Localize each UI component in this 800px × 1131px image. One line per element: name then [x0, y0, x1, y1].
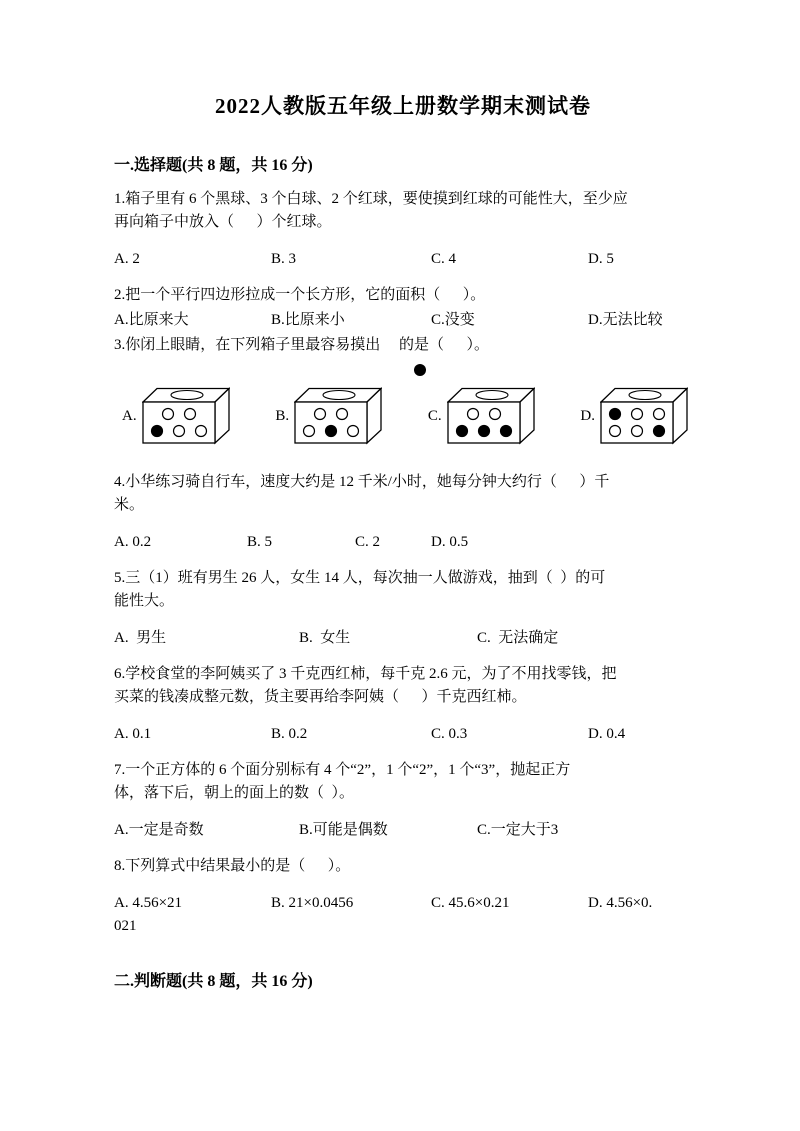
question-4	[114, 471, 692, 554]
question-1-option-b: B. 3	[271, 251, 297, 267]
question-7-line1: 7.一个正方体的 6 个面分别标有 4 个“2”，1 个“2”，1 个“3”，抛起正方	[114, 762, 571, 778]
section1-heading: 一.选择题(共 8 题，共 16 分)	[114, 157, 313, 174]
question-6	[114, 663, 692, 746]
question-1-line1: 1.箱子里有 6 个黑球、3 个白球、2 个红球，要使摸到红球的可能性大，至少应	[114, 191, 628, 207]
question-7-option-b: B.可能是偶数	[299, 822, 388, 838]
question-2	[114, 284, 692, 332]
question-6-line1: 6.学校食堂的李阿姨买了 3 千克西红柿，每千克 2.6 元，为了不用找零钱，把	[114, 666, 617, 682]
box-option-b	[275, 387, 382, 445]
question-2-line1: 2.把一个平行四边形拉成一个长方形，它的面积（ ）。	[114, 287, 486, 303]
question-6-option-c: C. 0.3	[431, 726, 468, 742]
question-4-option-c: C. 2	[355, 534, 381, 550]
question-1-option-c: C. 4	[431, 251, 457, 267]
question-8-option-c: C. 45.6×0.21	[431, 895, 510, 911]
question-7	[114, 759, 692, 842]
question-5-options	[114, 627, 692, 650]
question-6-option-a: A. 0.1	[114, 726, 152, 742]
question-2-option-d: D.无法比较	[588, 312, 663, 328]
question-8-option-b: B. 21×0.0456	[271, 895, 354, 911]
question-2-option-b: B.比原来小	[271, 312, 345, 328]
box-a-label: A.	[122, 407, 137, 424]
question-8-option-d-overflow: 021	[114, 918, 137, 934]
question-4-options	[114, 531, 692, 554]
question-1-line2: 再向箱子中放入（ ）个红球。	[114, 214, 332, 230]
question-5-option-c: C. 无法确定	[477, 630, 559, 646]
box-a-diagram	[142, 387, 230, 445]
box-option-a	[122, 387, 230, 445]
question-1-options	[114, 248, 692, 271]
question-4-line1: 4.小华练习骑自行车，速度大约是 12 千米/小时，她每分钟大约行（ ）千	[114, 474, 610, 490]
question-6-option-b: B. 0.2	[271, 726, 308, 742]
question-5-option-b: B. 女生	[299, 630, 351, 646]
box-d-diagram	[600, 387, 688, 445]
question-6-options	[114, 723, 692, 746]
question-3-line1: 3.你闭上眼睛，在下列箱子里最容易摸出 的是（ ）。	[114, 337, 490, 353]
question-1	[114, 188, 692, 271]
box-b-diagram	[294, 387, 382, 445]
question-7-options	[114, 819, 692, 842]
question-6-line2: 买菜的钱凑成整元数，货主要再给李阿姨（ ）千克西红柿。	[114, 689, 527, 705]
box-c-label: C.	[427, 407, 442, 424]
question-4-option-b: B. 5	[247, 534, 273, 550]
question-7-option-a: A.一定是奇数	[114, 822, 204, 838]
question-2-option-c: C.没变	[431, 312, 475, 328]
question-8-option-a: A. 4.56×21	[114, 895, 183, 911]
section2-heading: 二.判断题(共 8 题，共 16 分)	[114, 973, 313, 990]
question-4-option-a: A. 0.2	[114, 534, 152, 550]
box-d-label: D.	[580, 407, 595, 424]
question-1-option-d: D. 5	[588, 251, 614, 267]
box-c-diagram	[447, 387, 535, 445]
question-8-options	[114, 892, 692, 915]
question-7-option-c: C.一定大于3	[477, 822, 559, 838]
question-8-line1: 8.下列算式中结果最小的是（ ）。	[114, 858, 351, 874]
question-4-line2: 米。	[114, 497, 145, 513]
black-ball-row	[114, 357, 692, 383]
question-3-box-diagrams	[122, 387, 688, 445]
question-8	[114, 855, 692, 938]
question-5-line1: 5.三（1）班有男生 26 人，女生 14 人，每次抽一人做游戏，抽到（ ）的可	[114, 570, 606, 586]
black-ball-icon	[414, 364, 426, 376]
question-5-option-a: A. 男生	[114, 630, 167, 646]
question-7-line2: 体，落下后，朝上的面上的数（ ）。	[114, 785, 355, 801]
box-b-label: B.	[275, 407, 290, 424]
box-option-d	[580, 387, 688, 445]
question-2-options	[114, 309, 692, 332]
question-3	[114, 334, 692, 445]
question-8-option-d: D. 4.56×0.	[588, 895, 653, 911]
question-6-option-d: D. 0.4	[588, 726, 626, 742]
question-5-line2: 能性大。	[114, 593, 175, 609]
question-5	[114, 567, 692, 650]
page-title: 2022人教版五年级上册数学期末测试卷	[215, 94, 591, 118]
box-option-c	[428, 387, 535, 445]
question-4-option-d: D. 0.5	[431, 534, 469, 550]
question-2-option-a: A.比原来大	[114, 312, 189, 328]
question-1-option-a: A. 2	[114, 251, 140, 267]
